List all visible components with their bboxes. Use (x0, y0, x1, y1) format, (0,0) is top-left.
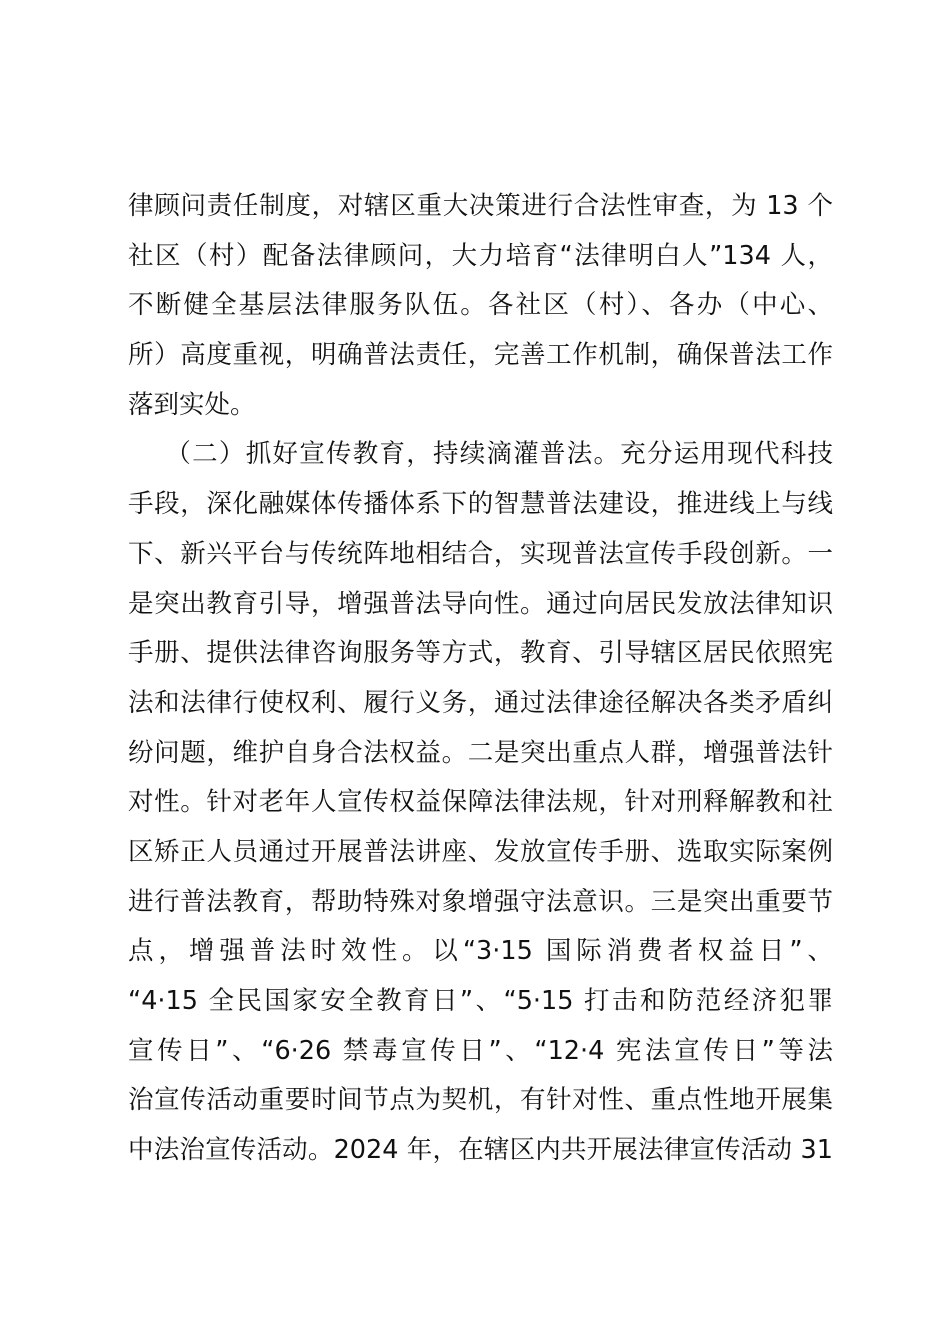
text-line: 社区（村）配备法律顾问，大力培育“法律明白人”134 人， (128, 240, 833, 271)
text-line: 进行普法教育，帮助特殊对象增强守法意识。三是突出重要节 (128, 886, 833, 917)
text-line: 点，增强普法时效性。以“3·15 国际消费者权益日”、 (128, 936, 833, 967)
text-line: 不断健全基层法律服务队伍。各社区（村）、各办（中心、 (128, 290, 833, 321)
text-line: 是突出教育引导，增强普法导向性。通过向居民发放法律知识 (128, 588, 833, 619)
text-line: 手册、提供法律咨询服务等方式，教育、引导辖区居民依照宪 (128, 638, 833, 669)
text-line: （二）抓好宣传教育，持续滴灌普法。充分运用现代科技 (128, 439, 833, 470)
body-text (128, 182, 833, 1176)
text-line: 治宣传活动重要时间节点为契机，有针对性、重点性地开展集 (128, 1085, 833, 1116)
text-line: 纷问题，维护自身合法权益。二是突出重点人群，增强普法针 (128, 737, 833, 768)
text-line: 律顾问责任制度，对辖区重大决策进行合法性审查，为 13 个 (128, 191, 833, 221)
text-line: 宣传日”、“6·26 禁毒宣传日”、“12·4 宪法宣传日”等法 (128, 1035, 833, 1066)
text-line: 所）高度重视，明确普法责任，完善工作机制，确保普法工作 (128, 340, 833, 371)
text-line: 法和法律行使权利、履行义务，通过法律途径解决各类矛盾纠 (128, 687, 833, 718)
text-line: 区矫正人员通过开展普法讲座、发放宣传手册、选取实际案例 (128, 836, 833, 867)
text-line: 落到实处。 (128, 389, 256, 420)
text-line: 手段，深化融媒体传播体系下的智慧普法建设，推进线上与线 (128, 489, 833, 520)
text-line: 中法治宣传活动。2024 年，在辖区内共开展法律宣传活动 31 (128, 1135, 833, 1166)
text-line: “4·15 全民国家安全教育日”、“5·15 打击和防范经济犯罪 (128, 986, 833, 1016)
text-line: 对性。针对老年人宣传权益保障法律法规，针对刑释解教和社 (128, 787, 833, 818)
text-line: 下、新兴平台与传统阵地相结合，实现普法宣传手段创新。一 (128, 538, 833, 569)
